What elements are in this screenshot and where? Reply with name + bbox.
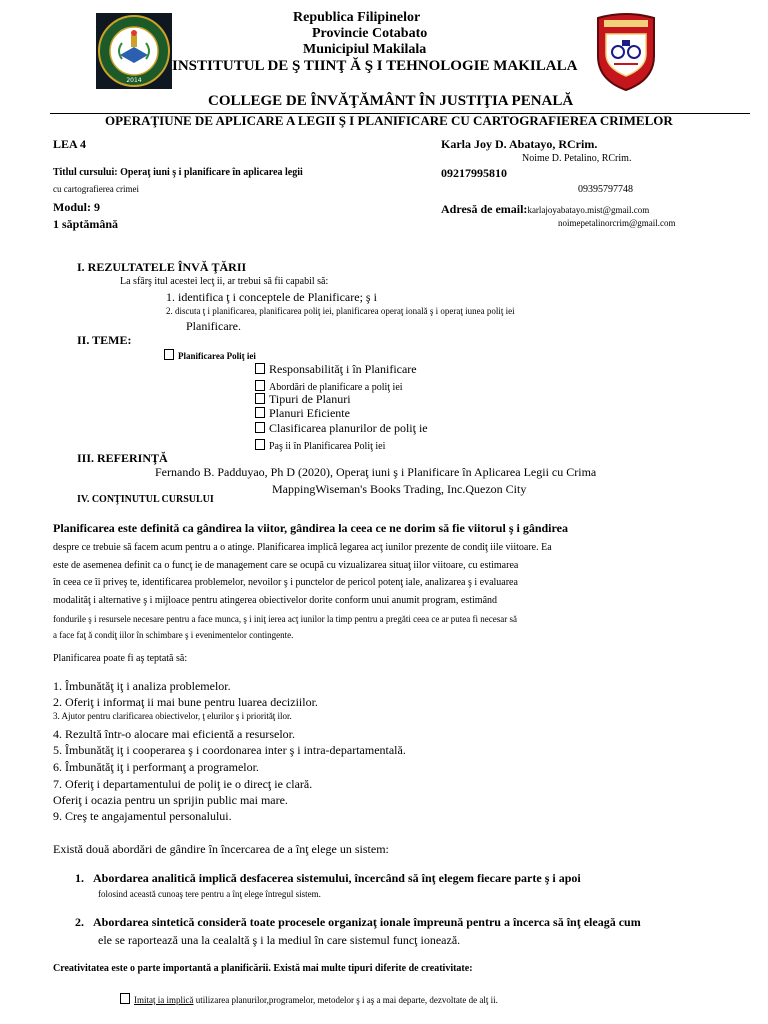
reference-line: MappingWiseman's Books Trading, Inc.Quezon City: [272, 482, 527, 496]
approach-analytic: Abordarea analitică implică desfacerea sistemului, încercând să înţ elegem fiecare parte ş i apoi: [93, 871, 581, 885]
email-label: Adresă de email:: [441, 202, 528, 216]
checkbox-icon: [255, 363, 265, 374]
header-province: Provincie Cotabato: [312, 26, 428, 41]
approach-synthetic: Abordarea sintetică consideră toate procesele organizaţ ionale împreună pentru a încerca să înţ eleagă cum: [93, 915, 641, 929]
checkbox-icon: [255, 439, 265, 450]
instructor-secondary: Noime D. Petalino, RCrim.: [522, 153, 632, 164]
course-title-line: [53, 167, 303, 178]
topic-item: Tipuri de Planuri: [255, 392, 351, 407]
paragraph-line: în ceea ce îi priveş te, identificarea problemelor, nevoilor ş i punctelor de pericol potenţ iale, analizarea ş i evaluarea: [53, 577, 518, 588]
checkbox-icon: [255, 422, 265, 433]
expected-intro: Planificarea poate fi aş teptată să:: [53, 653, 188, 664]
benefit-item: 2. Oferiţ i informaţ ii mai bune pentru luarea deciziilor.: [53, 695, 318, 709]
approach-number: 1.: [75, 871, 84, 885]
content-lead-sentence: Planificarea este definită ca gândirea la viitor, gândirea la ceea ce ne dorim să fie viitorul ş i gândirea: [53, 521, 568, 535]
paragraph-line: despre ce trebuie să facem acum pentru a o atinge. Planificarea implică legarea acţ iunilor prezente de condiţ iile viitoare. Ea: [53, 542, 552, 553]
section-learning-outcomes-heading: I. REZULTATELE ÎNVĂ ŢĂRII: [77, 260, 247, 274]
email-primary: karlajoyabatayo.mist@gmail.com: [527, 205, 650, 215]
week-count: 1 săptămână: [53, 217, 119, 231]
course-title-value: Operaţ iuni ş i planificare în aplicarea legii: [120, 167, 303, 178]
learning-outcomes-intro: La sfârş itul acestei lecţ ii, ar trebui să fii capabil să:: [120, 276, 329, 287]
paragraph-line: a face faţ ă condiţ iilor în schimbare ş i evenimentelor contingente.: [53, 629, 294, 640]
course-title-cont: cu cartografierea crimei: [53, 184, 139, 194]
reference-line: Fernando B. Padduyao, Ph D (2020), Operaţ iuni ş i Planificare în Aplicarea Legii cu Crima: [155, 465, 597, 479]
content-paragraph: [53, 539, 725, 641]
section-topics-heading: II. TEME:: [77, 333, 132, 347]
approaches-intro: Există două abordări de gândire în încercarea de a înţ elege un sistem:: [53, 842, 389, 856]
header-municipality: Municipiul Makilala: [303, 42, 427, 57]
topic-item: Paş ii în Planificarea Poliţ iei: [255, 439, 385, 452]
header-college: COLLEGE DE ÎNVĂŢĂMÂNT ÎN JUSTIŢIA PENALĂ: [208, 93, 574, 109]
paragraph-line: modalităţ i alternative ş i mijloace pentru atingerea obiectivelor dorite conform unui anumit program, estimând: [53, 594, 498, 606]
imitation-label: Imitaţ ia implică: [134, 995, 194, 1005]
email-line: [441, 200, 649, 218]
paragraph-line: fondurile ş i resursele necesare pentru a face munca, ş i iniţ ierea acţ iunilor la timp pentru a pregăti ceea ce ar putea fi necesar să: [53, 614, 518, 624]
section-content-heading: IV. CONŢINUTUL CURSULUI: [77, 494, 214, 505]
checkbox-icon: [120, 993, 130, 1004]
header-institute: INSTITUTUL DE Ş TIINŢ Ă Ş I TEHNOLOGIE MAKILALA: [172, 58, 578, 74]
main-topic: Planificarea Poliţ iei: [164, 349, 256, 361]
learning-outcome-item: 2. discuta ţ i planificarea, planificarea poliţ iei, planificarea operaţ ională ş i operaţ iunea poliţ iei: [166, 306, 515, 316]
topic-item: Clasificarea planurilor de poliţ ie: [255, 421, 428, 436]
imitation-text: utilizarea planurilor,programelor, metodelor ş i aş a mai departe, dezvoltate de alţ ii.: [193, 995, 498, 1005]
email-secondary: noimepetalinorcrim@gmail.com: [558, 218, 676, 228]
phone-primary: 09217995810: [441, 166, 507, 180]
course-title: OPERAŢIUNE DE APLICARE A LEGII Ş I PLANIFICARE CU CARTOGRAFIEREA CRIMELOR: [105, 113, 673, 128]
approach-analytic-cont: folosind această cunoaş tere pentru a înţ elege întregul sistem.: [98, 889, 321, 899]
creativity-imitation-item: [120, 993, 498, 1005]
benefit-item: 6. Îmbunătăţ iţ i performanţ a programelor.: [53, 760, 259, 774]
topic-item: Responsabilităţ i în Planificare: [255, 362, 417, 377]
course-title-label: Titlul cursului:: [53, 167, 118, 178]
header-country: Republica Filipinelor: [293, 10, 421, 25]
benefit-item: 1. Îmbunătăţ iţ i analiza problemelor.: [53, 679, 231, 693]
checkbox-icon: [255, 393, 265, 404]
course-code: LEA 4: [53, 137, 87, 151]
phone-secondary: 09395797748: [578, 184, 633, 195]
topic-item: Abordări de planificare a poliţ iei: [255, 380, 403, 393]
benefit-item: 9. Creş te angajamentul personalului.: [53, 809, 232, 823]
section-reference-heading: III. REFERINŢĂ: [77, 451, 168, 465]
learning-outcome-item-cont: Planificare.: [186, 319, 241, 333]
checkbox-icon: [255, 380, 265, 391]
topic-item: Planuri Eficiente: [255, 406, 350, 421]
school-logo-left: [96, 13, 172, 89]
college-shield-logo: [594, 12, 658, 92]
svg-text:2014: 2014: [126, 77, 142, 84]
instructor-primary: Karla Joy D. Abatayo, RCrim.: [441, 137, 598, 151]
checkbox-icon: [255, 407, 265, 418]
learning-outcome-item: 1. identifica ţ i conceptele de Planificare; ş i: [166, 290, 377, 304]
benefit-item: 7. Oferiţ i departamentului de poliţ ie o direcţ ie clară.: [53, 777, 313, 791]
creativity-statement: Creativitatea este o parte importantă a planificării. Există mai multe tipuri diferite de creativitate:: [53, 963, 473, 974]
module-number: Modul: 9: [53, 200, 101, 214]
checkbox-icon: [164, 349, 174, 360]
benefit-item: 5. Îmbunătăţ iţ i cooperarea ş i coordonarea inter ş i intra-departamentală.: [53, 743, 406, 757]
benefit-item: 3. Ajutor pentru clarificarea obiectivelor, ţ elurilor ş i priorităţ ilor.: [53, 711, 292, 721]
approach-synthetic-cont: ele se raportează una la cealaltă ş i la mediul în care sistemul funcţ ionează.: [98, 933, 461, 947]
benefit-item: 4. Rezultă într-o alocare mai eficientă a resurselor.: [53, 727, 295, 741]
approach-number: 2.: [75, 915, 84, 929]
benefit-item: Oferiţ i ocazia pentru un sprijin public mai mare.: [53, 793, 288, 807]
paragraph-line: este de asemenea definit ca o funcţ ie de management care se ocupă cu vizualizarea situaţ iilor viitoare, cu estimarea: [53, 559, 519, 571]
